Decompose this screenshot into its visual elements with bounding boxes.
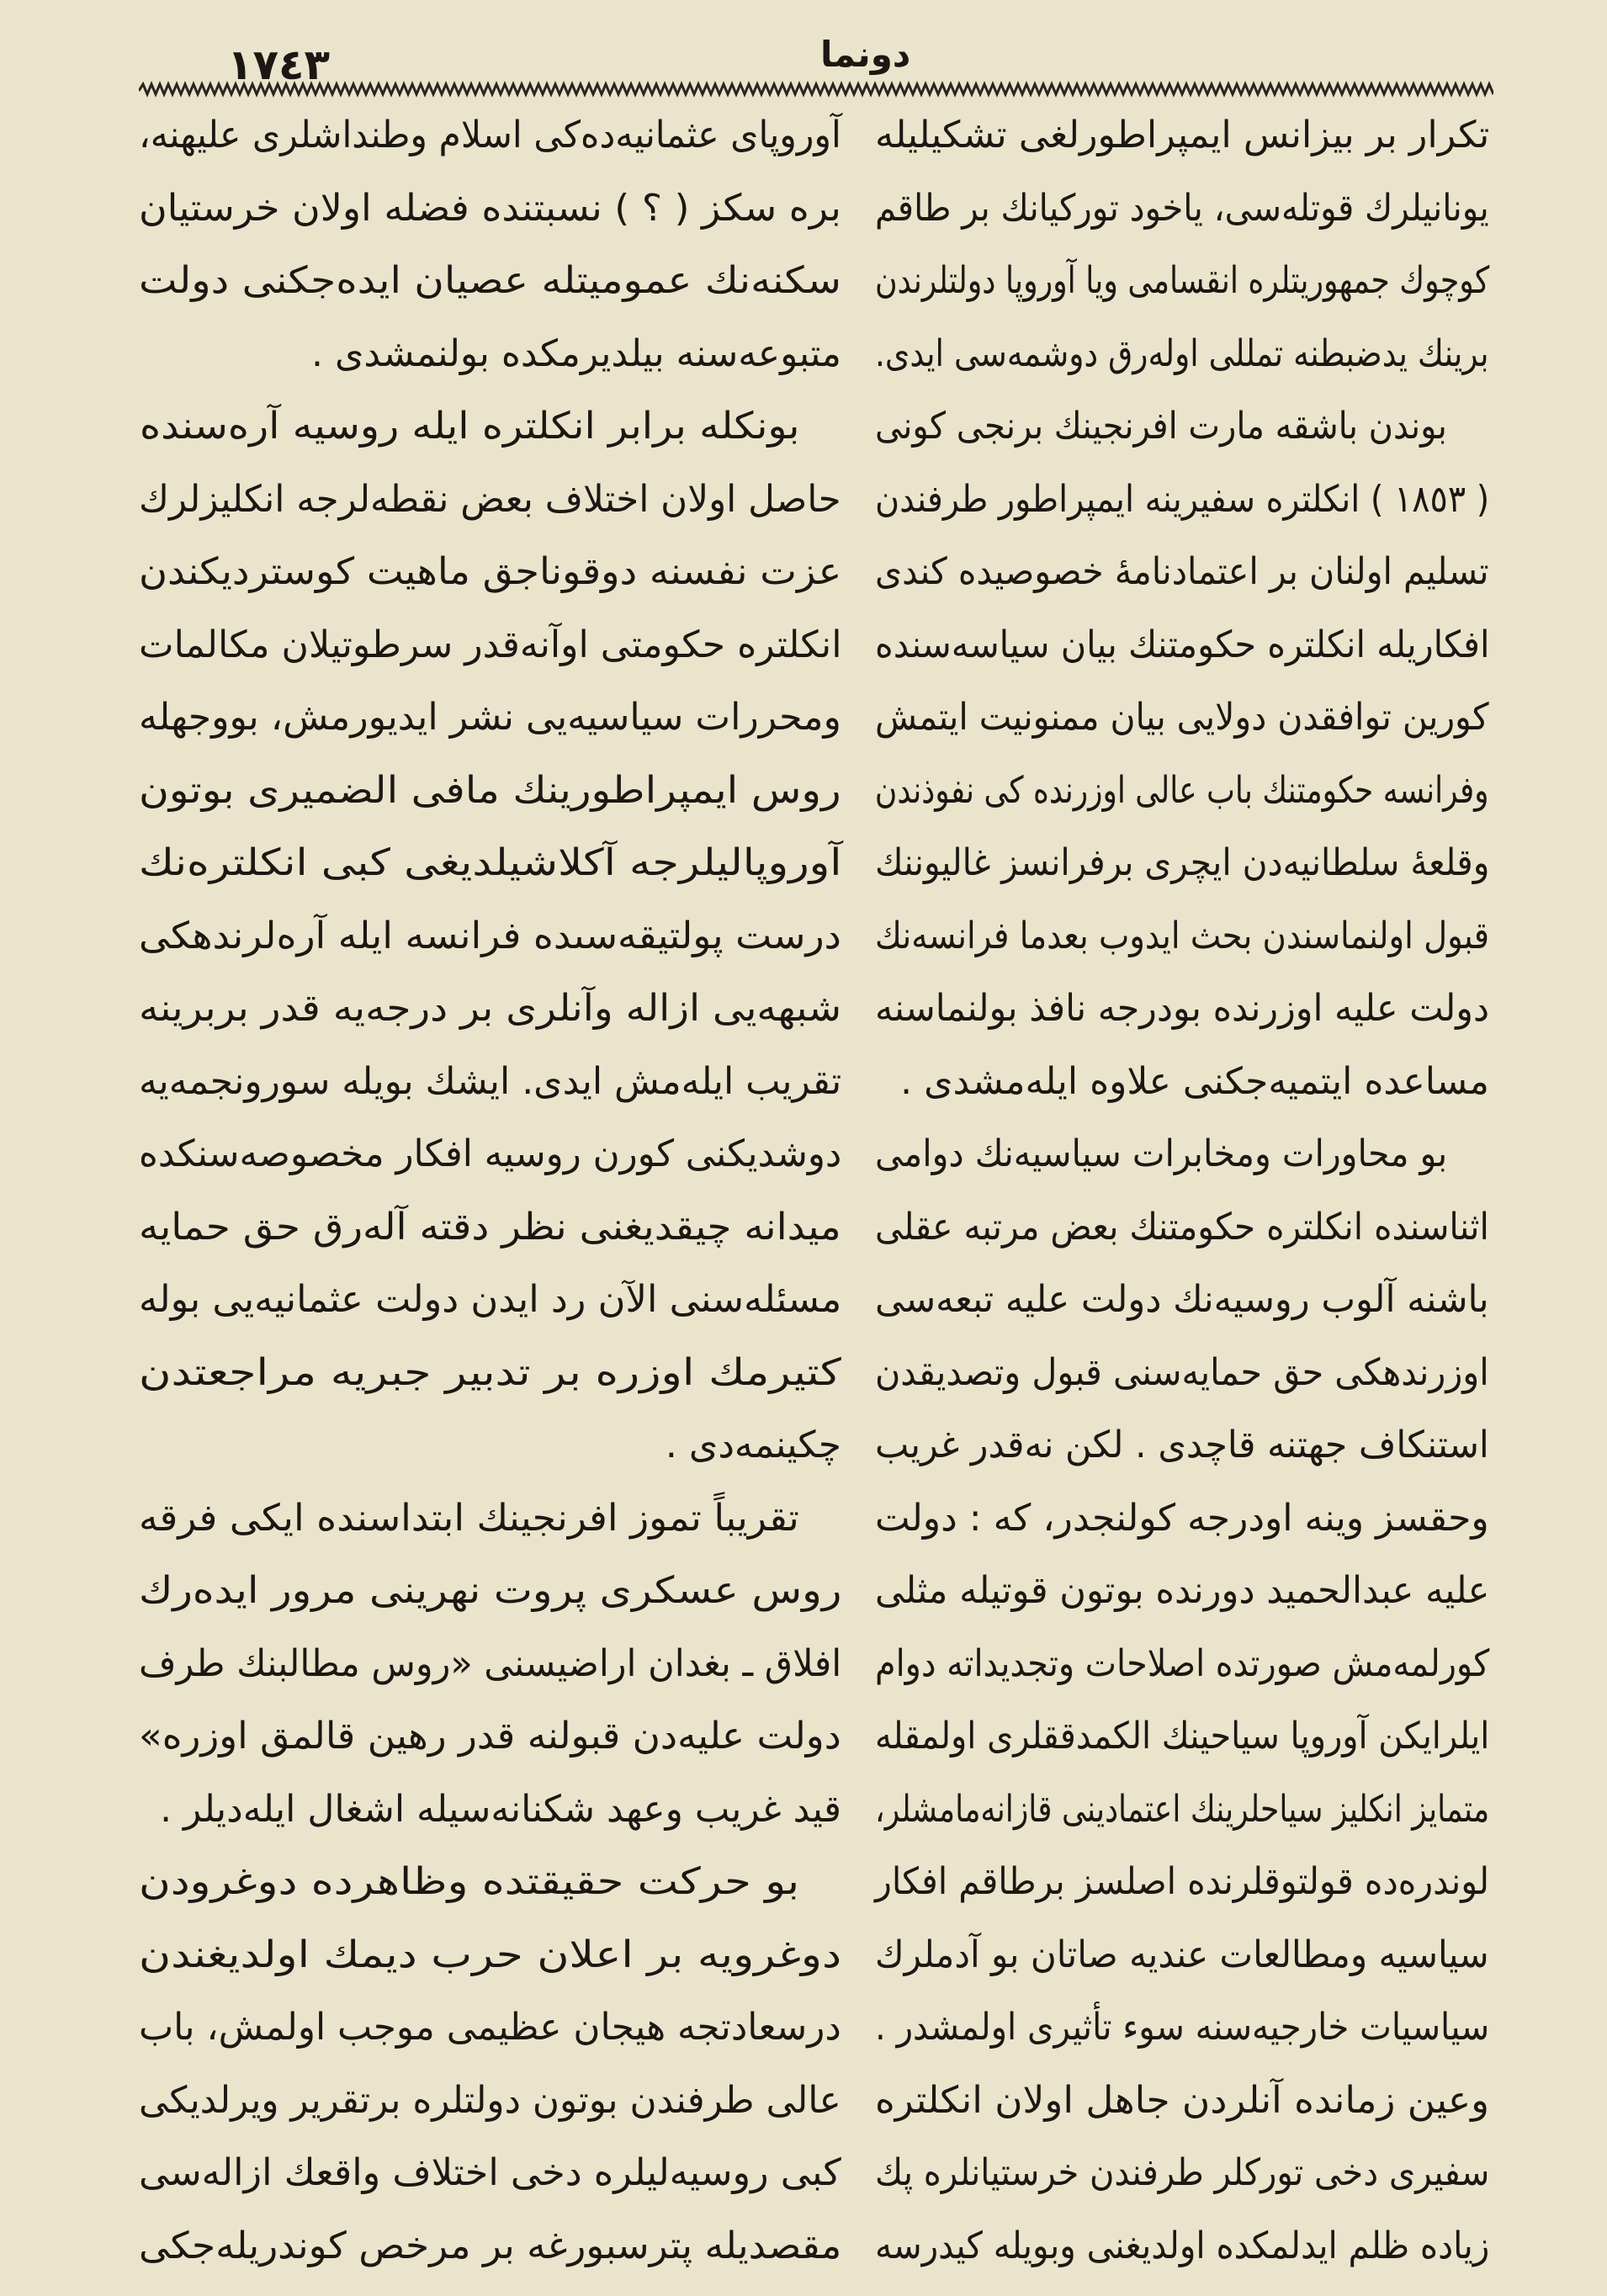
text-line <box>875 536 1489 609</box>
text-line-content: زياده ظلم ايدلمكده اولديغنى وبويله كيدرسه <box>874 2224 1489 2267</box>
text-line-content: كوچوك جمهوريتلره انقسامى ويا آوروپا دولتلرندن <box>874 259 1489 302</box>
text-line-content: درسعادتجه هيجان عظيمى موجب اولمش، باب <box>139 2006 841 2049</box>
text-line-content: تسليم اولنان بر اعتمادنامۀ خصوصيده كندى <box>875 550 1489 593</box>
text-line <box>875 2065 1489 2138</box>
text-line-content: عزت نفسنه دوقوناجق ماهيت كوستردیكندن <box>138 550 841 593</box>
text-line <box>875 755 1489 828</box>
text-line <box>875 2210 1489 2283</box>
text-line-content: تقريباً تموز افرنجينك ابتداسنده ايكى فرقه <box>139 1496 799 1540</box>
text-line <box>139 99 841 172</box>
text-line <box>139 755 841 828</box>
text-line-content: مقصديله پترسبورغه بر مرخص كوندريلەجكى <box>138 2224 841 2267</box>
text-line <box>139 318 841 391</box>
text-line-content: بوندن باشقه مارت افرنجينك برنجى كونى <box>875 405 1447 448</box>
wavy-rule-divider <box>139 81 1493 101</box>
text-line-content: آوروپاى عثمانيەدەكى اسلام وطنداشلرى عليهنه، <box>139 114 841 156</box>
text-line-content: ( ١٨٥٣ ) انكلتره سفيرينه ايمپراطور طرفندن <box>874 477 1489 521</box>
running-title: دونما <box>820 34 911 75</box>
text-line <box>875 1409 1489 1482</box>
text-line <box>139 1774 841 1847</box>
text-line-content: استنكاف جهتنه قاچدى . لكن نەقدر غريب <box>875 1424 1489 1466</box>
text-line <box>875 1991 1489 2065</box>
text-line-content: اثناسنده انكلتره حكومتنك بعض مرتبه عقلى <box>875 1205 1489 1249</box>
text-line <box>139 245 841 318</box>
text-line <box>875 1774 1489 1847</box>
text-line <box>139 1700 841 1774</box>
right-text-column <box>875 99 1489 2283</box>
text-line-content: سياسيات خارجيەسنه سوء تأثيرى اولمشدر . <box>874 2006 1489 2049</box>
text-line-content: كتيرمك اوزره بر تدبير جبريه مراجعتدن <box>139 1350 841 1394</box>
text-line <box>139 1191 841 1265</box>
text-line <box>875 609 1489 682</box>
text-line-content: قيد غريب وعهد شكنانەسيله اشغال ايلەديلر . <box>160 1787 841 1831</box>
text-line <box>875 1191 1489 1265</box>
text-line <box>139 172 841 246</box>
text-line <box>875 1700 1489 1774</box>
text-line-content: لوندرەده قولتوقلرنده اصلسز برطاقم افكار <box>875 1860 1489 1903</box>
text-line <box>139 1118 841 1191</box>
text-line <box>875 1482 1489 1556</box>
text-line <box>139 827 841 900</box>
text-line-content: برينك يدضبطنه تمللى اولەرق دوشمەسى ايدى. <box>875 331 1489 375</box>
text-line-content: سكنەنك عموميتله عصيان ايدەجكنى دولت <box>139 259 841 302</box>
text-line-content: روس ايمپراطورينك مافى الضميرى بوتون <box>139 768 841 812</box>
text-line-content: آوروپاليلرجه آكلاشيلديغى كبى انكلترەنك <box>138 841 841 884</box>
text-line <box>139 2210 841 2283</box>
text-line <box>139 2137 841 2210</box>
text-line <box>139 1409 841 1482</box>
text-line <box>139 681 841 755</box>
text-line-content: ميدانه چيقديغنى نظر دقته آلەرق حق حمايه <box>139 1205 841 1249</box>
text-line <box>875 1555 1489 1628</box>
text-line-content: عليه عبدالحميد دورنده بوتون قوتيله مثلى <box>874 1569 1489 1612</box>
text-line-content: باشنه آلوب روسيەنك دولت عليه تبعەسى <box>875 1278 1489 1321</box>
left-text-column <box>139 99 841 2283</box>
text-line <box>875 245 1489 318</box>
text-line <box>875 900 1489 973</box>
text-line-content: وفرانسه حكومتنك باب عالى اوزرنده كى نفوذندن <box>875 768 1489 812</box>
text-line <box>875 99 1489 172</box>
text-line-content: سفيرى دخى توركلر طرفندن خرستيانلره پك <box>874 2151 1489 2194</box>
text-line <box>139 1264 841 1337</box>
text-line <box>139 536 841 609</box>
text-line <box>139 1919 841 1992</box>
text-line-content: بره سكز ( ؟ ) نسبتنده فضله اولان خرستيان <box>139 186 841 230</box>
text-line <box>875 1628 1489 1701</box>
text-line-content: بو محاورات ومخابرات سياسيەنك دوامى <box>874 1132 1447 1175</box>
text-line-content: دولت عليه اوزرنده بودرجه نافذ بولنماسنه <box>874 987 1489 1030</box>
text-line-content: عالى طرفندن بوتون دولتلره برتقرير ويرلديكى <box>139 2078 841 2122</box>
text-line <box>139 900 841 973</box>
text-line <box>875 318 1489 391</box>
text-line-content: دوغرويه بر اعلان حرب ديمك اولديغندن <box>138 1933 841 1976</box>
text-line-content: انكلتره حكومتى اوآنەقدر سرطوتيلان مكالمات <box>138 623 841 666</box>
text-line-content: درست پولتيقەسىدە فرانسه ايله آرەلرندهكى <box>139 914 841 957</box>
text-line-content: كورين توافقدن دولايى بيان ممنونيت ايتمش <box>875 696 1489 739</box>
text-line-content: وحقسز وينه اودرجه كولنجدر، كه : دولت <box>875 1496 1489 1540</box>
text-line <box>139 464 841 537</box>
text-line-content: مسئلەسنى الآن رد ايدن دولت عثمانيەيى بوله <box>138 1278 841 1321</box>
text-line <box>875 1264 1489 1337</box>
text-line-content: افلاق ـ بغدان اراضيسنى «روس مطالبنك طرف <box>138 1641 841 1685</box>
text-line <box>139 1991 841 2065</box>
text-line <box>875 2137 1489 2210</box>
text-line <box>875 827 1489 900</box>
text-line <box>139 1846 841 1919</box>
text-line <box>139 390 841 464</box>
text-line-content: وقلعۀ سلطانيەدن ايچرى برفرانسز غاليوننك <box>874 841 1489 884</box>
text-line <box>875 390 1489 464</box>
text-line <box>139 609 841 682</box>
text-line-content: دولت عليەدن قبولنه قدر رهين قالمق اوزره» <box>139 1715 841 1758</box>
text-line-content: كورلمەمش صورتده اصلاحات وتجديداته دوام <box>874 1641 1489 1685</box>
text-line-content: تكرار بر بيزانس ايمپراطورلغى تشكيليله <box>874 114 1489 156</box>
text-line-content: وعين زمانده آنلردن جاهل اولان انكلتره <box>875 2078 1489 2122</box>
text-line-content: مساعده ايتميەجكنى علاوه ايلەمشدى . <box>900 1059 1489 1103</box>
text-line <box>139 973 841 1046</box>
text-line-content: شبهەيى ازاله وآنلرى بر درجەيه قدر بربرينه <box>138 987 841 1030</box>
text-line <box>875 681 1489 755</box>
text-line-content: سياسيه ومطالعات عنديه صاتان بو آدملرك <box>875 1933 1489 1976</box>
text-line <box>875 973 1489 1046</box>
text-line <box>139 1555 841 1628</box>
text-line <box>875 1118 1489 1191</box>
text-line <box>139 1628 841 1701</box>
text-line <box>875 172 1489 246</box>
text-line-content: افكاريله انكلتره حكومتنك بيان سياسەسنده <box>874 623 1489 666</box>
text-line-content: متمايز انكليز سياحلرينك اعتمادينى قازانەمامشلر، <box>874 1787 1489 1831</box>
text-line <box>139 1337 841 1410</box>
page-number: ١٧٤٣ <box>227 40 331 89</box>
text-line-content: حاصل اولان اختلاف بعض نقطەلرجه انكليزلرك <box>139 477 841 521</box>
text-line <box>875 1337 1489 1410</box>
text-line-content: متبوعەسنه بيلديرمكده بولنمشدى . <box>311 331 841 375</box>
text-line-content: بو حركت حقيقتده وظاهرده دوغرودن <box>138 1860 799 1903</box>
text-line <box>139 2065 841 2138</box>
text-line-content: اوزرندهكى حق حمايەسنى قبول وتصديقدن <box>875 1350 1489 1394</box>
text-line-content: تقريب ايلەمش ايدى. ايشك بويله سورونجمەيه <box>138 1059 841 1103</box>
text-line-content: كبى روسيەليلره دخى اختلاف واقعك ازالەسى <box>139 2151 841 2194</box>
text-line-content: بونكله برابر انكلتره ايله روسيه آرەسنده <box>139 405 799 448</box>
text-line <box>875 1046 1489 1119</box>
text-line <box>875 1919 1489 1992</box>
text-line <box>139 1482 841 1556</box>
text-line-content: روس عسكرى پروت نهرينى مرور ايدەرك <box>138 1569 841 1612</box>
text-line <box>139 1046 841 1119</box>
text-line-content: ومحررات سياسيەيى نشر ايديورمش، بووجهله <box>139 696 841 739</box>
text-line <box>875 464 1489 537</box>
text-line-content: قبول اولنماسندن بحث ايدوب بعدما فرانسەنك <box>874 914 1489 957</box>
text-line-content: دوشديكنى كورن روسيه افكار مخصوصەسنكده <box>138 1132 841 1175</box>
text-line-content: ايلرايكن آوروپا سياحينك الكمدققلرى اولمقله <box>874 1715 1489 1758</box>
text-line-content: چكينمەدى . <box>665 1424 841 1466</box>
text-line <box>875 1846 1489 1919</box>
text-line-content: يونانيلرك قوتلەسى، ياخود توركيانك بر طاقم <box>875 186 1489 230</box>
